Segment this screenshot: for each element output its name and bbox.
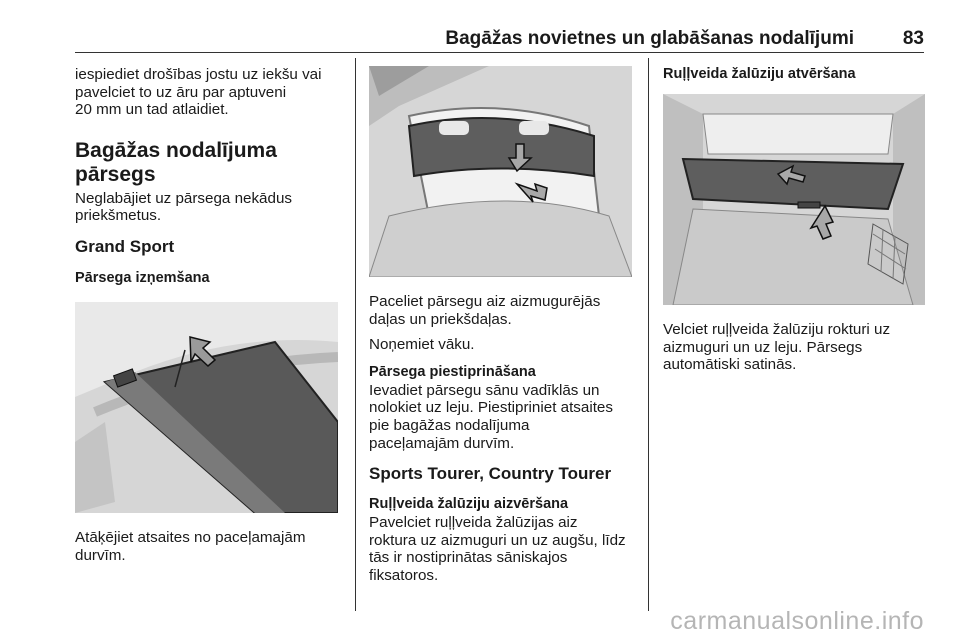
subheading-grand-sport: Grand Sport xyxy=(75,236,175,256)
cover-note: Neglabājiet uz pārsega nekādus priekšmetus. xyxy=(75,189,292,225)
open-instructions: Velciet ruļļveida žalūziju rokturi uz aizmuguri un uz leju. Pārsegs automātiski satinās. xyxy=(663,321,891,374)
chapter-title: Bagāžas novietnes un glabāšanas nodalījumi xyxy=(445,28,854,49)
column-3 xyxy=(663,66,925,374)
subheading-fit-cover: Pārsega piestiprināšana xyxy=(369,363,536,380)
subheading-remove-cover: Pārsega izņemšana xyxy=(75,269,210,286)
subheading-close-blind: Ruļļveida žalūziju aizvēršana xyxy=(369,496,569,513)
figure-open-blind xyxy=(663,94,925,305)
column-1 xyxy=(75,66,343,564)
figure-unhook-straps xyxy=(75,302,338,513)
subheading-open-blind: Ruļļveida žalūziju atvēršana xyxy=(663,66,856,82)
caption-lift: Paceliet pārsegu aiz aizmugurējās daļas un priekšdaļas. xyxy=(369,293,601,328)
page-header xyxy=(75,28,924,53)
page-number: 83 xyxy=(902,28,924,49)
column-divider-2 xyxy=(648,58,649,611)
column-divider-1 xyxy=(355,58,356,611)
watermark: carmanualsonline.info xyxy=(670,607,924,635)
caption-unhook: Atāķējiet atsaites no paceļamajām durvīm. xyxy=(75,528,306,564)
remove-lid-text: Noņemiet vāku. xyxy=(369,336,475,354)
fit-instructions: Ievadiet pārsegu sānu vadīklās un nolokiet uz leju. Piestipriniet atsaites pie bagāžas nodalījuma paceļamajām durvīm. xyxy=(369,381,613,452)
subheading-sports-tourer: Sports Tourer, Country Tourer xyxy=(369,464,612,484)
column-2 xyxy=(369,66,633,585)
section-heading-cover: Bagāžas nodalījuma pārsegs xyxy=(75,138,277,186)
close-instructions: Pavelciet ruļļveida žalūzijas aiz roktura uz aizmuguri un uz augšu, līdz tās ir nostiprinātas sāniskajos fiksatoros. xyxy=(369,514,626,584)
intro-text: iespiediet drošības jostu uz iekšu vai pavelciet to uz āru par aptuveni 20 mm un tad atlaidiet. xyxy=(75,66,322,119)
figure-lift-cover xyxy=(369,66,632,277)
